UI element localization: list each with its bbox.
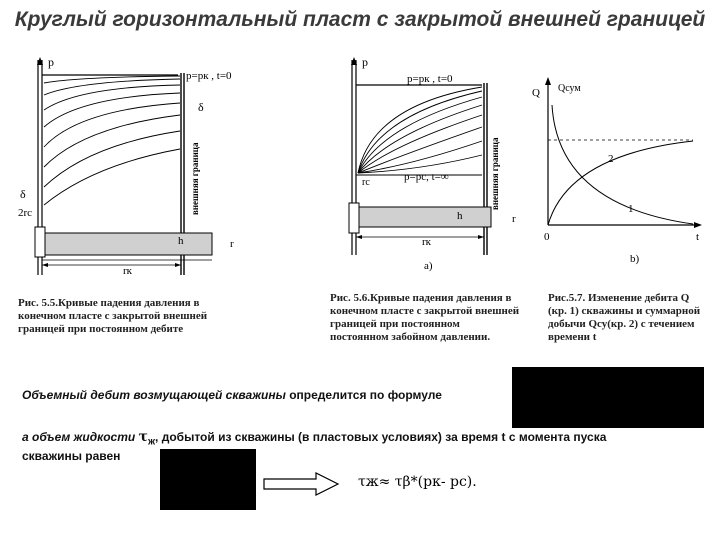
figure-5-6-caption (330, 292, 530, 344)
figure-5-5-caption (18, 297, 248, 336)
page-title: Круглый горизонтальный пласт с закрытой внешней границей (14, 8, 706, 31)
pressure-curves (44, 76, 180, 205)
caption-line: конечном пласте с закрытой внешней (18, 310, 208, 322)
caption-line: границей при постоянном (330, 318, 460, 330)
delta-left-label: δ (20, 187, 26, 201)
panel-b-label: b) (630, 253, 640, 265)
caption-line: постоянном забойном давлении. (330, 331, 491, 343)
thickness-label: h (178, 235, 184, 247)
time-axis-label: t (696, 231, 700, 243)
caption-line: Рис. 5.5.Кривые падения давления в (18, 297, 200, 309)
pressure-curves (358, 87, 482, 173)
caption-line: конечном пласте с закрытой внешней (330, 305, 520, 317)
well-radius-label: rc (362, 177, 370, 188)
q-axis-label: Q (532, 87, 540, 99)
outer-radius-label: rк (422, 236, 432, 248)
formula-image-placeholder (512, 367, 704, 428)
p-axis-label: p (362, 55, 368, 69)
initial-pressure-label: p=pк , t=0 (407, 73, 453, 85)
figure-5-5 (18, 55, 243, 285)
initial-pressure-label: p=pк , t=0 (186, 70, 232, 82)
caption-line: границей при постоянном дебите (18, 323, 184, 335)
figure-5-7-diagram (528, 75, 718, 270)
caption-line: добычи Qсу(кр. 2) с течением (548, 318, 695, 330)
figure-5-6 (332, 55, 527, 275)
p-axis-label: p (48, 55, 54, 69)
curve-2-label: 2 (608, 153, 614, 165)
italic-phrase: Объемный дебит возмущающей скважины (22, 388, 286, 402)
delta-top-label: δ (198, 100, 204, 114)
figure-5-7 (528, 75, 718, 270)
arrow-right-icon (262, 472, 342, 496)
plain-phrase: скважины равен (22, 449, 121, 464)
caption-line: Рис. 5.6.Кривые падения давления в (330, 292, 512, 304)
plain-phrase: , добытой из скважины (в пластовых условиях) за время t с момента пуска (155, 430, 607, 444)
tau-symbol: τ (138, 429, 148, 445)
volume-formula: τж≈ τβ*(pк- pс). (358, 474, 477, 490)
radial-axis-label: r (230, 238, 234, 250)
tau-subscript: ж (147, 436, 156, 448)
thickness-label: h (457, 210, 463, 222)
caption-line: Рис.5.7. Изменение дебита Q (548, 292, 690, 304)
outer-boundary-label: внешняя граница (490, 137, 500, 210)
plain-phrase: определится по формуле (285, 388, 442, 402)
curve-1-label: 1 (628, 203, 634, 215)
origin-label: 0 (544, 231, 550, 243)
caption-line: времени t (548, 331, 597, 343)
outer-radius-label: rк (123, 265, 133, 277)
cumulative-label: Qсум (558, 83, 581, 94)
flow-rate-sentence (22, 388, 512, 403)
caption-line: (кр. 1) скважины и суммарной (548, 305, 701, 317)
wellbore-pressure-label: p=pс, t=∞ (404, 171, 449, 183)
outer-boundary-label: внешняя граница (190, 142, 200, 215)
panel-a-label: a) (424, 260, 433, 272)
figure-5-5-diagram (18, 55, 243, 285)
italic-phrase: а объем жидкости (22, 430, 139, 444)
well-radius-label: 2rc (18, 207, 33, 219)
radial-axis-label: r (512, 213, 516, 225)
figure-5-7-caption (548, 292, 718, 344)
volume-sentence (22, 430, 702, 464)
